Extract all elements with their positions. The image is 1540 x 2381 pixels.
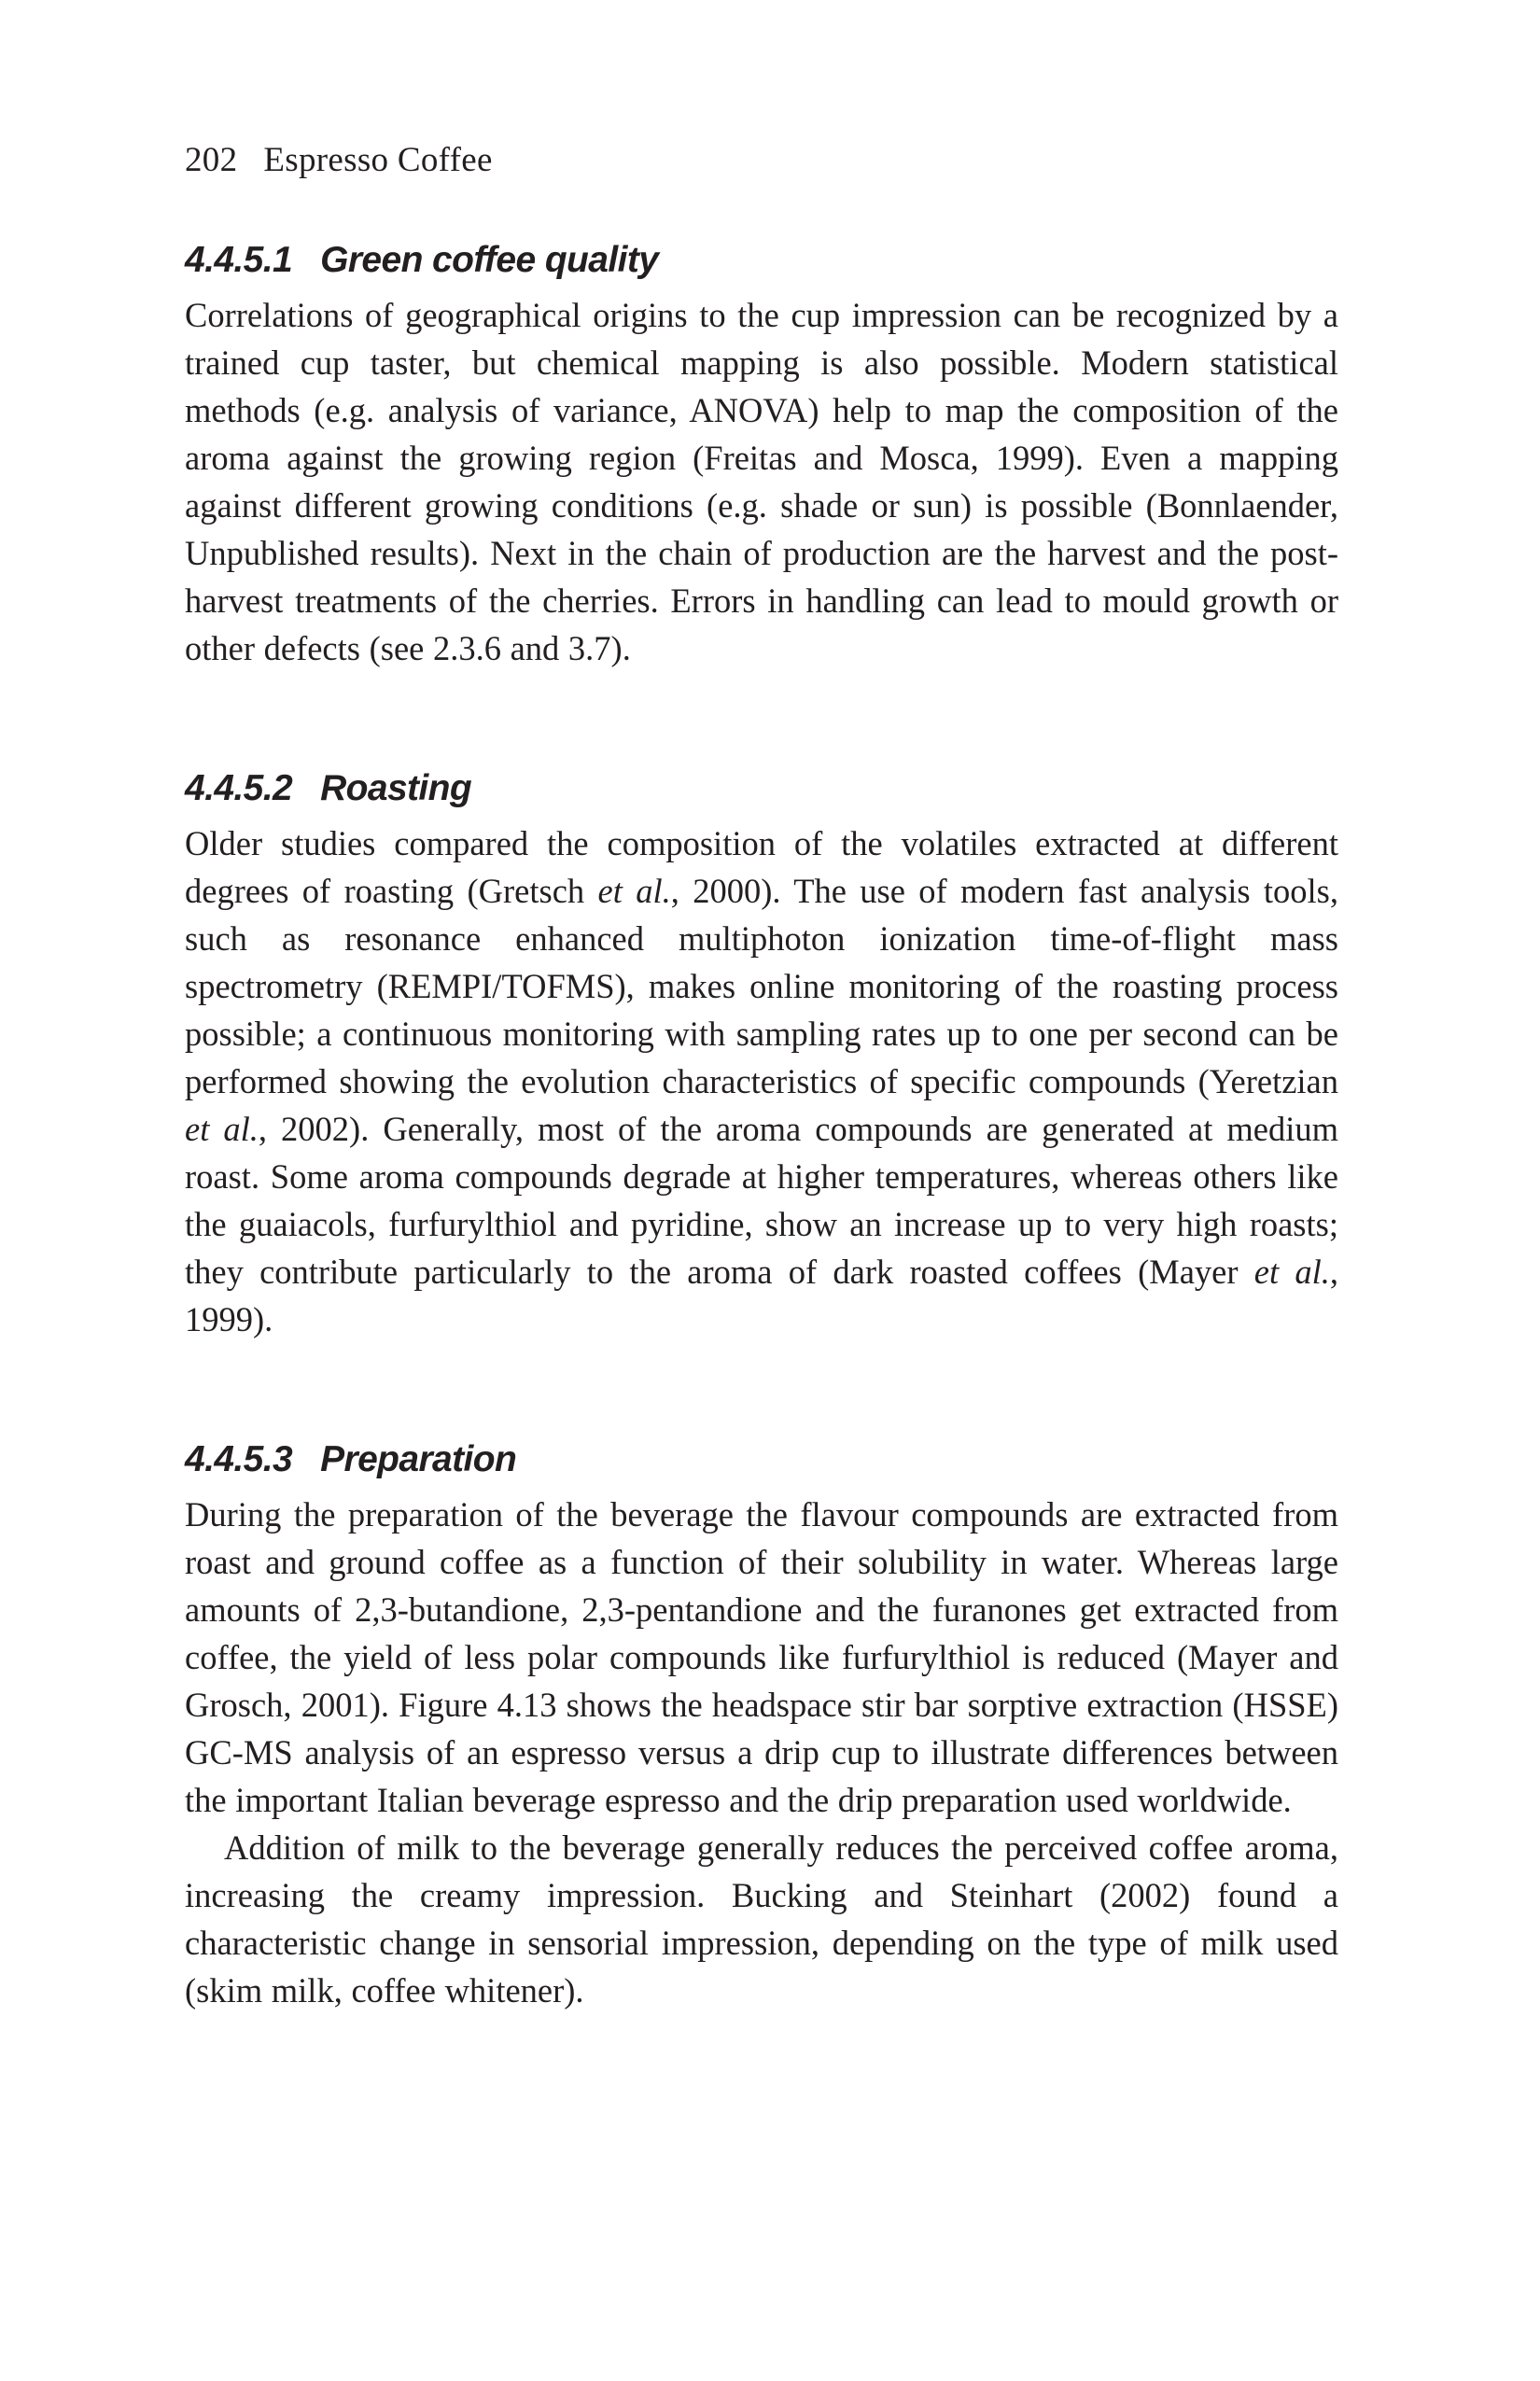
- section-roasting: [185, 767, 1338, 1343]
- book-page: [185, 140, 1338, 2014]
- running-head: [185, 140, 1338, 181]
- section-title: Roasting: [320, 768, 472, 808]
- paragraph-text: Older studies compared the composition of the volatiles extracted at different degrees of roasting (Gretsch: [185, 824, 1338, 910]
- citation-et-al: et al.: [185, 1110, 259, 1148]
- book-title: Espresso Coffee: [263, 141, 493, 179]
- body-paragraph: [185, 819, 1338, 1343]
- citation-et-al: et al.: [597, 872, 671, 910]
- section-title: Preparation: [320, 1439, 517, 1479]
- section-preparation: [185, 1438, 1338, 2014]
- paragraph-text: , 2002). Generally, most of the aroma compounds are generated at medium roast. Some aroma compounds degrade at higher temperatures, whereas others like the guaiacols, furfurylthiol and pyridine, show an increase up to very high roasts; they contribute particularly to the aroma of dark roasted coffees (Mayer: [185, 1110, 1339, 1291]
- section-number: 4.4.5.1: [185, 240, 293, 280]
- section-number: 4.4.5.2: [185, 768, 293, 808]
- section-title: Green coffee quality: [320, 240, 659, 280]
- body-paragraph: Addition of milk to the beverage generally reduces the perceived coffee aroma, increasing the creamy impression. Bucking and Steinhart (2002) found a characteristic change in sensorial impression, depending on the type of milk used (skim milk, coffee whitener).: [185, 1828, 1338, 2010]
- paragraph-text: , 1999).: [185, 1253, 1338, 1338]
- section-heading: [185, 239, 1338, 282]
- section-green-coffee-quality: [185, 239, 1338, 672]
- body-paragraph: During the preparation of the beverage the flavour compounds are extracted from roast and ground coffee as a function of their solubility in water. Whereas large amounts of 2,3-butandione, 2,3-pentandione and the furanones get extracted from coffee, the yield of less polar compounds like furfurylthiol is reduced (Mayer and Grosch, 2001). Figure 4.13 shows the headspace stir bar sorptive extraction (HSSE) GC-MS analysis of an espresso versus a drip cup to illustrate differences between the important Italian beverage espresso and the drip preparation used worldwide.: [185, 1495, 1338, 1819]
- section-number: 4.4.5.3: [185, 1439, 293, 1479]
- section-heading: [185, 767, 1338, 810]
- body-paragraph: Correlations of geographical origins to the cup impression can be recognized by a trained cup taster, but chemical mapping is also possible. Modern statistical methods (e.g. analysis of variance, ANOVA) help to map the composition of the aroma against the growing region (Freitas and Mosca, 1999). Even a mapping against different growing conditions (e.g. shade or sun) is possible (Bonnlaender, Unpublished results). Next in the chain of production are the harvest and the post-harvest treatments of the cherries. Errors in handling can lead to mould growth or other defects (see 2.3.6 and 3.7).: [185, 296, 1338, 667]
- citation-et-al: et al.: [1253, 1253, 1330, 1291]
- paragraph-text: , 2000). The use of modern fast analysis tools, such as resonance enhanced multiphoton ionization time-of-flight mass spectrometry (REMPI/TOFMS), makes online monitoring of the roasting process possible; a continuous monitoring with sampling rates up to one per second can be performed showing the evolution characteristics of specific compounds (Yeretzian: [185, 872, 1339, 1100]
- page-number: 202: [185, 141, 238, 179]
- section-heading: [185, 1438, 1338, 1481]
